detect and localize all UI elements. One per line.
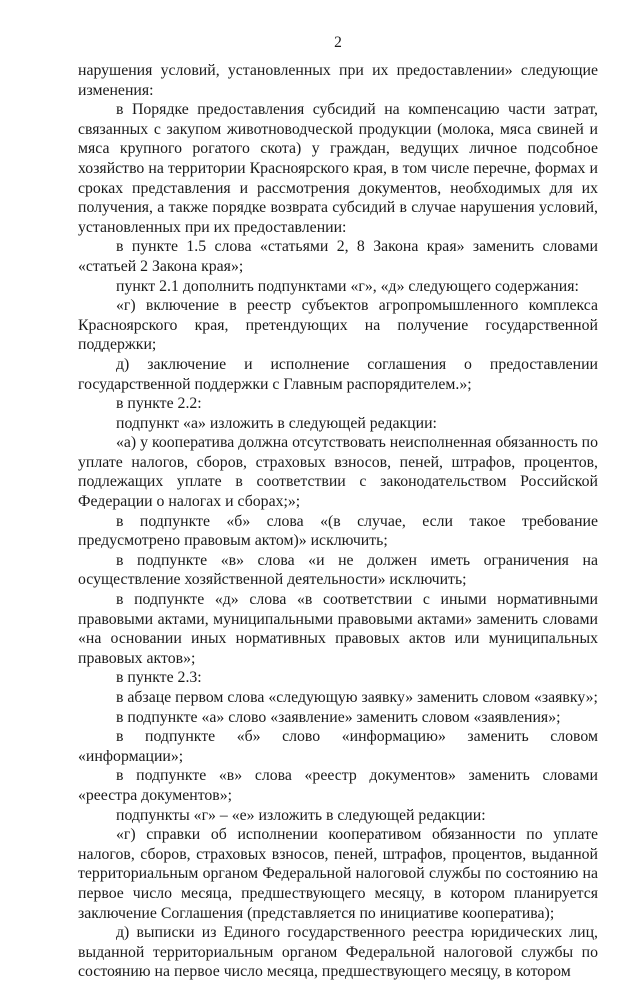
- paragraph: в подпункте «а» слово «заявление» заменить словом «заявления»;: [116, 708, 561, 726]
- document-body: [78, 61, 598, 982]
- paragraph: в пункте 2.3:: [116, 669, 202, 687]
- paragraph: «а) у кооператива должна отсутствовать неисполненная обязанность по уплате налогов, сборов, страховых взносов, пеней, штрафов, процентов, подлежащих уплате в соответствии с законодательством Российской Федерации о налогах и сборах;»;: [78, 434, 599, 511]
- paragraph: в подпункте «в» слова «реестр документов» заменить словами «реестра документов»;: [78, 767, 598, 804]
- paragraph: «г) включение в реестр субъектов агропромышленного комплекса Красноярского края, претендующих на получение государственной поддержки;: [78, 297, 598, 354]
- document-page: [78, 34, 598, 982]
- paragraph: д) заключение и исполнение соглашения о предоставлении государственной поддержки с Главным распорядителем.»;: [78, 355, 598, 393]
- paragraph: в пункте 2.2:: [116, 395, 202, 413]
- page-number: 2: [334, 34, 342, 51]
- paragraph: в подпункте «д» слова «в соответствии с иными нормативными правовыми актами, муниципальными правовыми актами» заменить словами «на основании иных нормативных правовых актов или муниципальных правовых актов»;: [78, 591, 598, 667]
- paragraph: в абзаце первом слова «следующую заявку» заменить словом «заявку»;: [116, 689, 598, 706]
- paragraph: в пункте 1.5 слова «статьями 2, 8 Закона края» заменить словами «статьей 2 Закона края»;: [78, 238, 598, 275]
- paragraph: подпункты «г» – «е» изложить в следующей редакции:: [116, 806, 486, 824]
- paragraph: пункт 2.1 дополнить подпунктами «г», «д» следующего содержания:: [116, 277, 579, 295]
- paragraph: в подпункте «в» слова «и не должен иметь ограничения на осуществление хозяйственной деятельности» исключить;: [78, 551, 598, 589]
- paragraph: нарушения условий, установленных при их предоставлении» следующие изменения:: [78, 62, 598, 99]
- paragraph: «г) справки об исполнении кооперативом обязанности по уплате налогов, сборов, страховых взносов, пеней, штрафов, процентов, выданной территориальным органом Федеральной налоговой службы по состоянию на первое число месяца, предшествующего месяцу, в котором планируется заключение Соглашения (представляется по инициативе кооператива);: [78, 826, 598, 922]
- paragraph: д) выписки из Единого государственного реестра юридических лиц, выданной территориальным органом Федеральной налоговой службы по состоянию на первое число месяца, предшествующего месяцу, в котором: [78, 924, 598, 981]
- paragraph: подпункт «а» изложить в следующей редакции:: [116, 414, 437, 432]
- paragraph: в подпункте «б» слово «информацию» заменить словом «информации»;: [78, 728, 598, 765]
- paragraph: в Порядке предоставления субсидий на компенсацию части затрат, связанных с закупом животноводческой продукции (молока, мяса свиней и мяса крупного рогатого скота) у граждан, ведущих личное подсобное хозяйство на территории Красноярского края, в том числе перечне, формах и сроках представления и рассмотрения документов, необходимых для их получения, а также порядке возврата субсидий в случае нарушения условий, установленных при их предоставлении:: [78, 101, 598, 236]
- paragraph: в подпункте «б» слова «(в случае, если такое требование предусмотрено правовым актом)» исключить;: [78, 512, 598, 550]
